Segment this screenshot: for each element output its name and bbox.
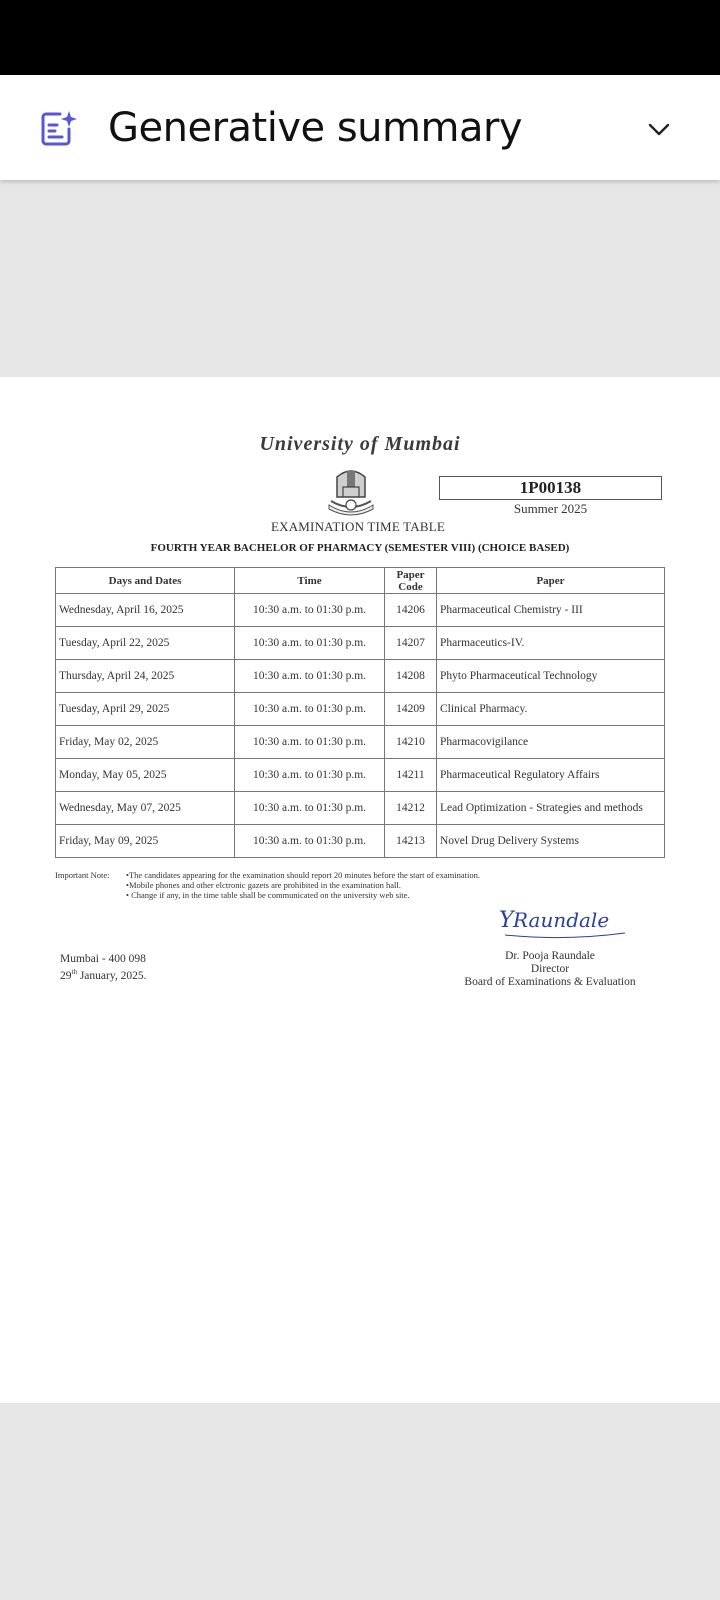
row-paper: Lead Optimization - Strategies and methods [437,792,665,825]
row-paper: Phyto Pharmaceutical Technology [437,660,665,693]
table-row [56,825,665,858]
row-time: 10:30 a.m. to 01:30 p.m. [235,726,385,759]
header-paper: Paper [437,568,665,594]
document-page[interactable] [0,377,720,1403]
course-title: FOURTH YEAR BACHELOR OF PHARMACY (SEMESTER VIII) (CHOICE BASED) [150,542,570,554]
row-paper-code: 14210 [385,726,437,759]
row-paper: Pharmaceutics-IV. [437,627,665,660]
row-time: 10:30 a.m. to 01:30 p.m. [235,594,385,627]
row-paper: Clinical Pharmacy. [437,693,665,726]
issue-date: 29th January, 2025. [60,968,147,982]
row-paper-code: 14213 [385,825,437,858]
row-time: 10:30 a.m. to 01:30 p.m. [235,825,385,858]
summary-header[interactable] [0,75,720,180]
signatory-title: Director [530,963,570,975]
row-date: Friday, May 02, 2025 [56,726,235,759]
university-seal-icon [323,461,379,517]
paper-code-box: 1P00138 [439,476,662,500]
note-label: Important Note: [55,870,110,880]
summary-title: Generative summary [108,105,523,151]
row-date: Monday, May 05, 2025 [56,759,235,792]
university-name: University of Mumbai [259,433,461,455]
note-item: • Change if any, in the time table shall be communicated on the university web site. [126,890,410,900]
important-note [55,870,675,900]
row-paper-code: 14206 [385,594,437,627]
row-time: 10:30 a.m. to 01:30 p.m. [235,693,385,726]
row-paper: Novel Drug Delivery Systems [437,825,665,858]
signatory-org: Board of Examinations & Evaluation [464,976,636,988]
header-days-and-dates: Days and Dates [56,568,235,594]
signatory-name: Dr. Pooja Raundale [505,950,595,962]
place: Mumbai - 400 098 [60,953,146,965]
svg-text:Raundale: Raundale [513,908,610,932]
row-time: 10:30 a.m. to 01:30 p.m. [235,792,385,825]
header-time: Time [235,568,385,594]
table-row [56,627,665,660]
signatory-block [430,950,670,989]
row-paper-code: 14208 [385,660,437,693]
exam-title: EXAMINATION TIME TABLE [270,519,446,534]
table-row [56,594,665,627]
row-paper: Pharmaceutical Chemistry - III [437,594,665,627]
note-item: •Mobile phones and other elctronic gazets are prohibited in the examination hall. [126,880,401,890]
row-date: Thursday, April 24, 2025 [56,660,235,693]
timetable [55,567,665,858]
table-row [56,759,665,792]
row-paper-code: 14209 [385,693,437,726]
table-row [56,792,665,825]
row-time: 10:30 a.m. to 01:30 p.m. [235,660,385,693]
signature-image [495,905,645,945]
row-date: Tuesday, April 22, 2025 [56,627,235,660]
session-label: Summer 2025 [513,501,588,516]
row-date: Wednesday, May 07, 2025 [56,792,235,825]
row-paper: Pharmacovigilance [437,726,665,759]
table-row [56,693,665,726]
row-paper-code: 14211 [385,759,437,792]
row-paper-code: 14207 [385,627,437,660]
svg-text:Y: Y [499,908,514,933]
table-row [56,726,665,759]
header-paper-code: Paper Code [385,568,437,594]
row-date: Tuesday, April 29, 2025 [56,693,235,726]
place-and-date [60,953,146,983]
row-time: 10:30 a.m. to 01:30 p.m. [235,627,385,660]
table-row [56,660,665,693]
ai-summary-icon [38,109,78,149]
row-paper-code: 14212 [385,792,437,825]
row-paper: Pharmaceutical Regulatory Affairs [437,759,665,792]
chevron-down-icon[interactable] [646,117,672,143]
note-item: •The candidates appearing for the examination should report 20 minutes before the start of examination. [126,870,480,880]
row-date: Wednesday, April 16, 2025 [56,594,235,627]
status-bar [0,0,720,75]
table-header-row [56,568,665,594]
row-date: Friday, May 09, 2025 [56,825,235,858]
row-time: 10:30 a.m. to 01:30 p.m. [235,759,385,792]
